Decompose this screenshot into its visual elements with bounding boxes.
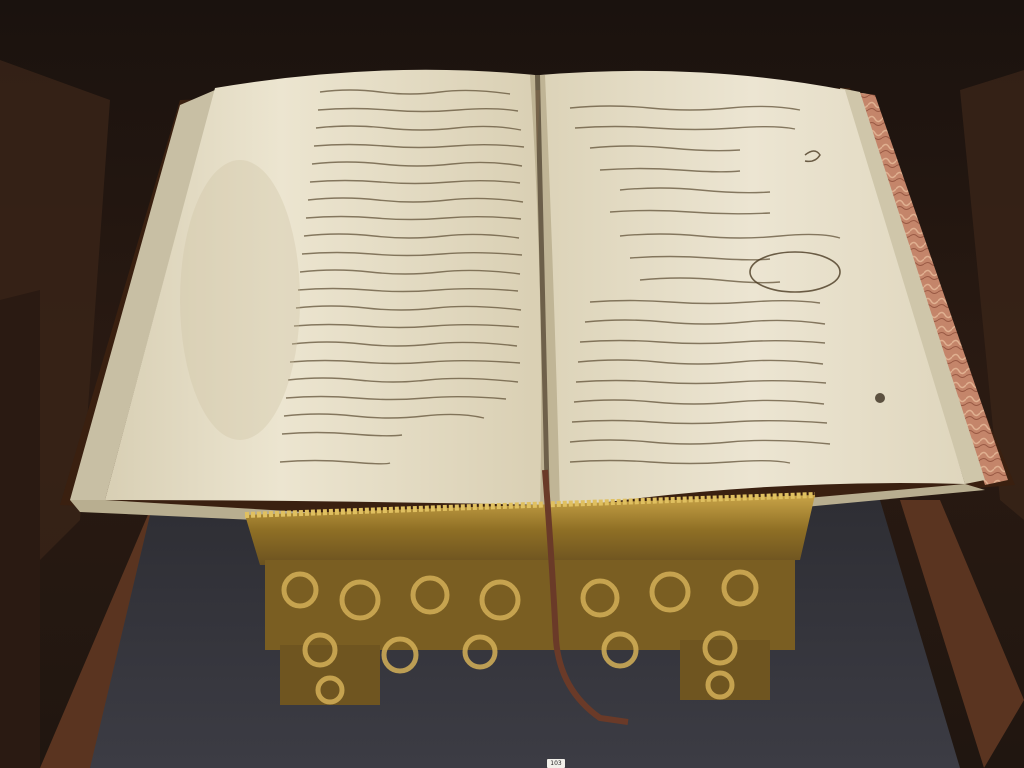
page-stain [180,160,300,440]
catalog-number-label: 103 [547,759,565,768]
ink-blot [875,393,885,403]
